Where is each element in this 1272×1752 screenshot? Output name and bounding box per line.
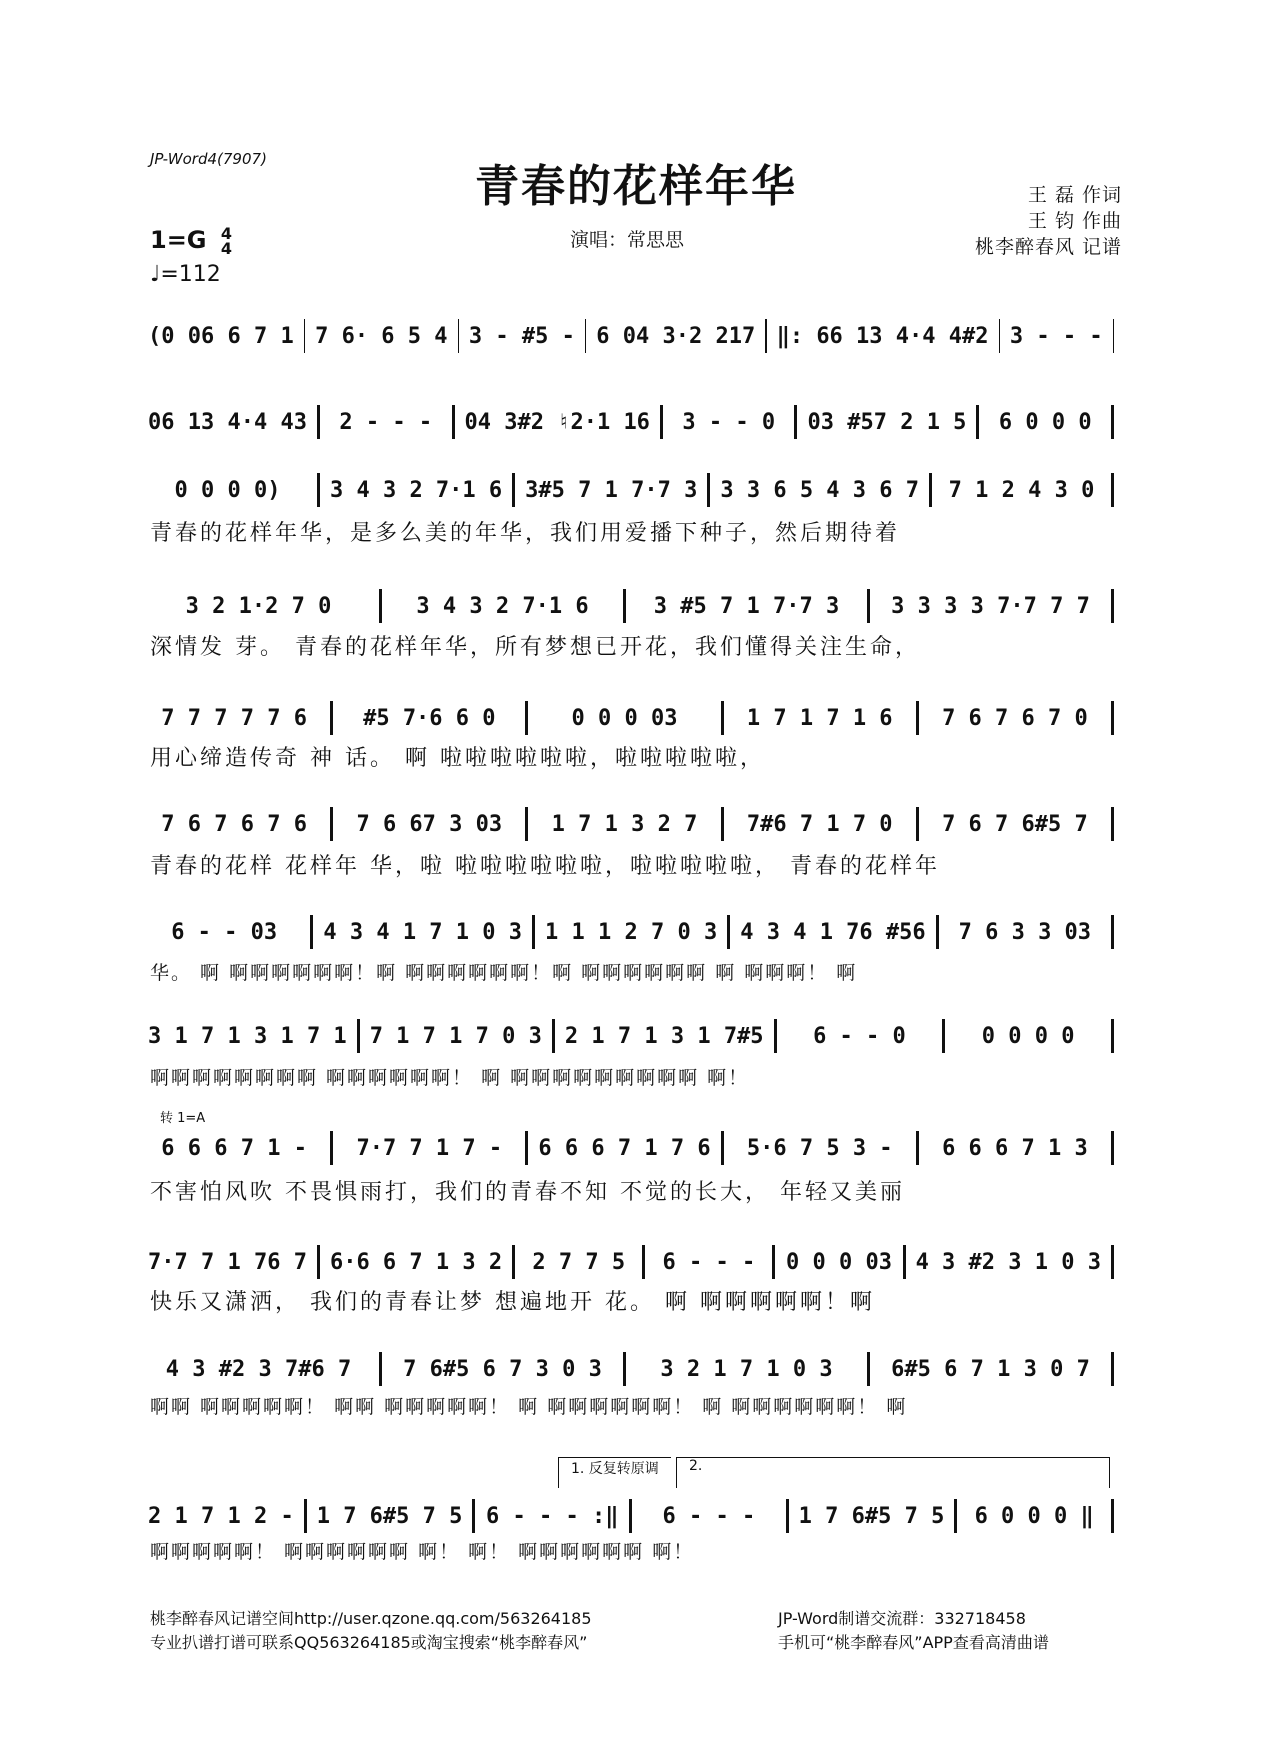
measure: 7 6 3 3 03 (958, 919, 1092, 945)
measure: 3 - - - (1009, 323, 1103, 349)
lyrics-line: 啊啊啊啊啊啊啊啊 啊啊啊啊啊啊！ 啊 啊啊啊啊啊啊啊啊啊 啊！ (150, 1067, 750, 1089)
measure: 3 2 1 7 1 0 3 (660, 1356, 833, 1382)
bar-line (660, 405, 663, 439)
bar-line (552, 1019, 555, 1053)
bar-line (525, 701, 528, 735)
bar-line (585, 319, 586, 353)
measure: 7 1 7 1 7 0 3 (369, 1023, 542, 1049)
bar-line (525, 807, 528, 841)
volta-1: 1. 反复转原调 (558, 1457, 671, 1488)
measure: 5·6 7 5 3 - (746, 1135, 893, 1161)
measure: 7 6#5 6 7 3 0 3 (403, 1356, 602, 1382)
measure: 6 0 0 0 (998, 409, 1092, 435)
measure: 06 13 4·4 43 (148, 409, 307, 435)
bar-line (317, 1245, 320, 1279)
bar-line (774, 1019, 777, 1053)
measure: 7 6 7 6 7 6 (161, 811, 307, 837)
bar-line (727, 915, 730, 949)
measure: 03 #57 2 1 5 (807, 409, 967, 435)
time-signature (221, 226, 232, 256)
bar-line (999, 319, 1000, 353)
key-label: 1=G (150, 226, 207, 254)
bar-line (1111, 473, 1114, 507)
bar-line (317, 473, 320, 507)
bar-line (929, 473, 932, 507)
measure: 6·6 6 7 1 3 2 (329, 1249, 503, 1275)
measure: 3 4 3 2 7·1 6 (329, 477, 503, 503)
time-bottom: 4 (220, 239, 233, 258)
lyrics-line: 不害怕风吹 不畏惧雨打，我们的青春不知 不觉的长大， 年轻又美丽 (150, 1180, 905, 1205)
measure: 2 1 7 1 3 1 7#5 (564, 1023, 764, 1049)
bar-line (304, 319, 305, 353)
measure: 7 7 7 7 7 6 (161, 705, 307, 731)
bar-line (642, 1245, 645, 1279)
bar-line (1111, 701, 1114, 735)
measure: 4 3 4 1 7 1 0 3 (323, 919, 523, 945)
bar-line (379, 1352, 382, 1386)
bar-line (707, 473, 710, 507)
bar-line (330, 701, 333, 735)
bar-line (1111, 915, 1114, 949)
lyrics-line: 快乐又潇洒， 我们的青春让梦 想遍地开 花。 啊 啊啊啊啊啊！啊 (150, 1290, 875, 1315)
measure: 6 04 3·2 217 (596, 323, 756, 349)
app-label: JP-Word4(7907) (150, 150, 267, 168)
bar-line (472, 1499, 475, 1533)
lyrics-line: 青春的花样年华，是多么美的年华，我们用爱播下种子，然后期待着 (150, 521, 901, 546)
bar-line (1111, 807, 1114, 841)
measure: 2 1 7 1 2 - (148, 1503, 294, 1529)
bar-line (1111, 1131, 1114, 1165)
measure: 1 7 1 7 1 6 (746, 705, 893, 731)
notation-row (148, 700, 1124, 736)
bar-line (357, 1019, 360, 1053)
measure: 3#5 7 1 7·7 3 (525, 477, 698, 503)
bar-line (623, 589, 626, 623)
measure: (0 06 6 7 1 (148, 323, 294, 349)
footer-right-2: 手机可“桃李醉春风”APP查看高清曲谱 (778, 1633, 1049, 1652)
measure: 7·7 7 1 7 - (356, 1135, 503, 1161)
measure: 6 - - 03 (171, 919, 278, 945)
notation-row (148, 1351, 1124, 1387)
measure: 7·7 7 1 76 7 (148, 1249, 307, 1275)
notation-row (148, 1130, 1124, 1166)
bar-line (629, 1499, 632, 1533)
measure: 6#5 6 7 1 3 0 7 (891, 1356, 1090, 1382)
bar-line (525, 1131, 528, 1165)
bar-line (1111, 1245, 1114, 1279)
measure: 4 3 #2 3 7#6 7 (165, 1356, 352, 1382)
time-top: 4 (220, 224, 233, 243)
measure: 4 3 4 1 76 #56 (740, 919, 926, 945)
tempo-mark: ♩=112 (150, 262, 221, 287)
measure: 6 6 6 7 1 3 (942, 1135, 1088, 1161)
measure: 0 0 0 0 (981, 1023, 1075, 1049)
notation-row (148, 806, 1124, 842)
notation-row (148, 404, 1124, 440)
modulation-mark: 转 1=A (160, 1111, 206, 1126)
bar-line (458, 319, 459, 353)
bar-line (916, 807, 919, 841)
bar-line (532, 915, 535, 949)
bar-line (1111, 589, 1114, 623)
lyrics-line: 青春的花样 花样年 华，啦 啦啦啦啦啦啦，啦啦啦啦啦， 青春的花样年 (150, 854, 940, 879)
key-signature (150, 226, 232, 256)
measure: 3 3 6 5 4 3 6 7 (720, 477, 920, 503)
bar-line (1111, 405, 1114, 439)
measure: 1 7 6#5 7 5 (798, 1503, 945, 1529)
lyrics-line: 华。 啊 啊啊啊啊啊啊！啊 啊啊啊啊啊啊！啊 啊啊啊啊啊啊 啊 啊啊啊！ 啊 (150, 962, 858, 984)
notation-row (148, 1018, 1124, 1054)
measure: 7 1 2 4 3 0 (948, 477, 1095, 503)
measure: 7 6 67 3 03 (356, 811, 503, 837)
measure: 6 - - - :‖ (485, 1503, 619, 1529)
bar-line (330, 807, 333, 841)
measure: 1 1 1 2 7 0 3 (545, 919, 718, 945)
notation-row (148, 318, 1124, 354)
measure: 3 #5 7 1 7·7 3 (653, 593, 840, 619)
bar-line (916, 701, 919, 735)
measure: 2 - - - (339, 409, 433, 435)
measure: 0 0 0 03 (786, 1249, 892, 1275)
bar-line (867, 1352, 870, 1386)
measure: 3 4 3 2 7·1 6 (416, 593, 589, 619)
composer-credit: 王 钧 作曲 (1027, 210, 1122, 232)
bar-line (936, 915, 939, 949)
singer-credit: 演唱：常思思 (570, 229, 685, 251)
measure: 0 0 0 0) (174, 477, 281, 503)
bar-line (721, 701, 724, 735)
bar-line (765, 319, 766, 353)
measure: ‖: 66 13 4·4 4#2 (776, 323, 989, 349)
measure: 3 3 3 3 7·7 7 7 (891, 593, 1090, 619)
bar-line (317, 405, 320, 439)
lyrics-line: 深情发 芽。 青春的花样年华，所有梦想已开花，我们懂得关注生命， (150, 635, 920, 660)
bar-line (867, 589, 870, 623)
bar-line (721, 1131, 724, 1165)
bar-line (794, 405, 797, 439)
bar-line (903, 1245, 906, 1279)
measure: 04 3#2 ♮2·1 16 (464, 409, 650, 435)
lyrics-line: 啊啊 啊啊啊啊啊！ 啊啊 啊啊啊啊啊！ 啊 啊啊啊啊啊啊！ 啊 啊啊啊啊啊啊！ 啊 (150, 1396, 908, 1418)
bar-line (304, 1499, 307, 1533)
measure: 7 6 7 6#5 7 (942, 811, 1088, 837)
bar-line (786, 1499, 789, 1533)
footer-left-2: 专业扒谱打谱可联系QQ563264185或淘宝搜索“桃李醉春风” (150, 1633, 588, 1652)
bar-line (512, 1245, 515, 1279)
measure: #5 7·6 6 0 (363, 705, 496, 731)
footer-left-1: 桃李醉春风记谱空间http://user.qzone.qq.com/563264185 (150, 1609, 592, 1628)
measure: 3 1 7 1 3 1 7 1 (148, 1023, 347, 1049)
measure: 1 7 1 3 2 7 (551, 811, 698, 837)
measure: 3 - - 0 (682, 409, 776, 435)
lyrics-line: 啊啊啊啊啊！ 啊啊啊啊啊啊 啊！ 啊！ 啊啊啊啊啊啊 啊！ (150, 1541, 695, 1563)
bar-line (1111, 1019, 1114, 1053)
notation-row (148, 914, 1124, 950)
song-title: 青春的花样年华 (475, 161, 797, 212)
measure: 1 7 6#5 7 5 (316, 1503, 463, 1529)
bar-line (310, 915, 313, 949)
bar-line (916, 1131, 919, 1165)
bar-line (954, 1499, 957, 1533)
measure: 3 2 1·2 7 0 (185, 593, 332, 619)
bar-line (452, 405, 455, 439)
bar-line (1113, 319, 1114, 353)
measure: 6 6 6 7 1 7 6 (538, 1135, 711, 1161)
measure: 6 0 0 0 ‖ (974, 1503, 1094, 1529)
measure: 6 6 6 7 1 - (161, 1135, 307, 1161)
bar-line (623, 1352, 626, 1386)
bar-line (1111, 1352, 1114, 1386)
measure: 0 0 0 03 (571, 705, 678, 731)
bar-line (772, 1245, 775, 1279)
bar-line (512, 473, 515, 507)
measure: 7 6· 6 5 4 (315, 323, 448, 349)
notation-row (148, 1244, 1124, 1280)
measure: 6 - - - (662, 1503, 756, 1529)
measure: 2 7 7 5 (532, 1249, 626, 1275)
measure: 4 3 #2 3 1 0 3 (915, 1249, 1101, 1275)
volta-2: 2. (676, 1457, 1110, 1488)
measure: 6 - - - (662, 1249, 756, 1275)
notation-row (148, 472, 1124, 508)
lyricist-credit: 王 磊 作词 (1027, 184, 1122, 206)
measure: 6 - - 0 (813, 1023, 906, 1049)
bar-line (330, 1131, 333, 1165)
bar-line (976, 405, 979, 439)
measure: 3 - #5 - (468, 323, 575, 349)
measure: 7 6 7 6 7 0 (942, 705, 1088, 731)
footer-right-1: JP-Word制谱交流群：332718458 (778, 1609, 1026, 1628)
lyrics-line: 用心缔造传奇 神 话。 啊 啦啦啦啦啦啦，啦啦啦啦啦， (150, 746, 765, 771)
bar-line (1111, 1499, 1114, 1533)
notation-row (148, 1498, 1124, 1534)
bar-line (942, 1019, 945, 1053)
bar-line (721, 807, 724, 841)
transcriber-credit: 桃李醉春风 记谱 (974, 236, 1122, 258)
measure: 7#6 7 1 7 0 (746, 811, 893, 837)
notation-row (148, 588, 1124, 624)
bar-line (379, 589, 382, 623)
